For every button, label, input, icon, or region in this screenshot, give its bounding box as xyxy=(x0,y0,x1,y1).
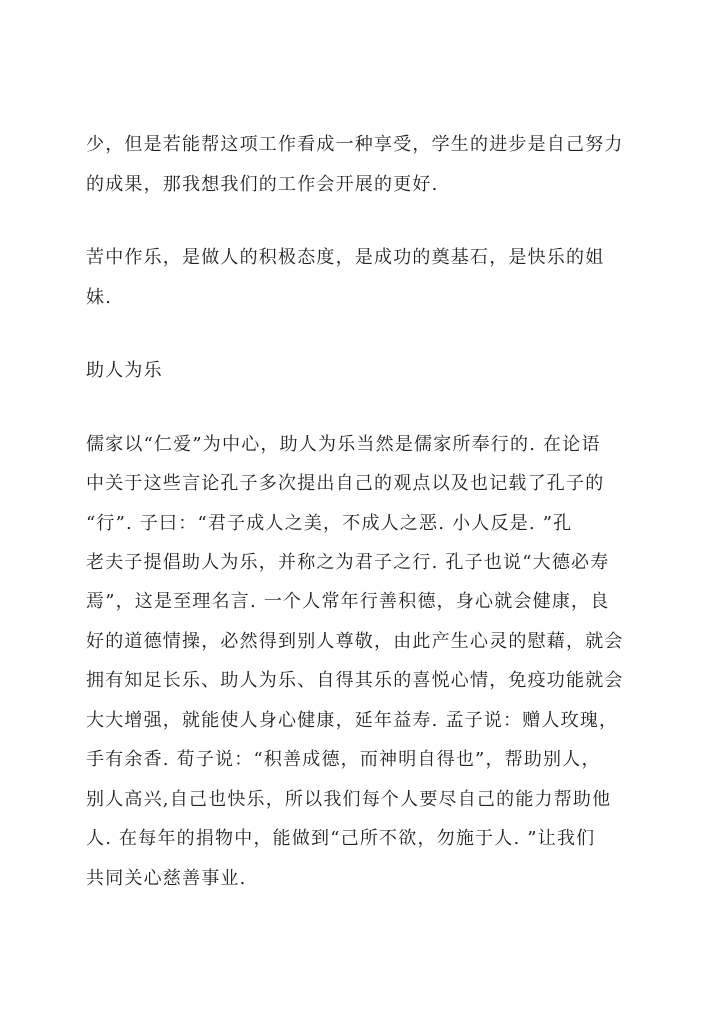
paragraph-3-line-8: 大大增强，就能使人身心健康，延年益寿. 孟子说：赠人玫瑰， xyxy=(86,710,619,731)
paragraph-3-line-12: 共同关心慈善事业. xyxy=(86,868,247,889)
paragraph-2-line-2: 妹. xyxy=(86,287,113,308)
paragraph-3-line-7: 拥有知足长乐、助人为乐、自得其乐的喜悦心情，免疫功能就会 xyxy=(86,670,624,691)
paragraph-3-line-6: 好的道德情操，必然得到别人尊敬，由此产生心灵的慰藉，就会 xyxy=(86,631,624,652)
paragraph-3-line-5: 焉”，这是至理名言. 一个人常年行善积德，身心就会健康，良 xyxy=(86,591,610,612)
paragraph-3-line-4: 老夫子提倡助人为乐，并称之为君子之行. 孔子也说“大德必寿 xyxy=(86,552,610,573)
paragraph-1-line-2: 的成果，那我想我们的工作会开展的更好. xyxy=(86,174,439,195)
paragraph-3-line-11: 人. 在每年的捐物中，能做到“己所不欲，勿施于人. ”让我们 xyxy=(86,828,596,849)
paragraph-3-line-9: 手有余香. 荀子说：“积善成德，而神明自得也”，帮助别人， xyxy=(86,749,601,770)
paragraph-3-line-10: 别人高兴,自己也快乐，所以我们每个人要尽自己的能力帮助他 xyxy=(86,789,612,810)
section-heading: 助人为乐 xyxy=(86,360,163,381)
paragraph-3-line-1: 儒家以“仁爱”为中心，助人为乐当然是儒家所奉行的. 在论语 xyxy=(86,434,601,455)
paragraph-3-line-3: “行”. 子曰：“君子成人之美，不成人之恶. 小人反是. ”孔 xyxy=(86,513,573,534)
paragraph-1-line-1: 少，但是若能帮这项工作看成一种享受，学生的进步是自己努力 xyxy=(86,134,624,155)
paragraph-2-line-1: 苦中作乐，是做人的积极态度，是成功的奠基石，是快乐的姐 xyxy=(86,247,605,268)
paragraph-3-line-2: 中关于这些言论孔子多次提出自己的观点以及也记载了孔子的 xyxy=(86,473,605,494)
